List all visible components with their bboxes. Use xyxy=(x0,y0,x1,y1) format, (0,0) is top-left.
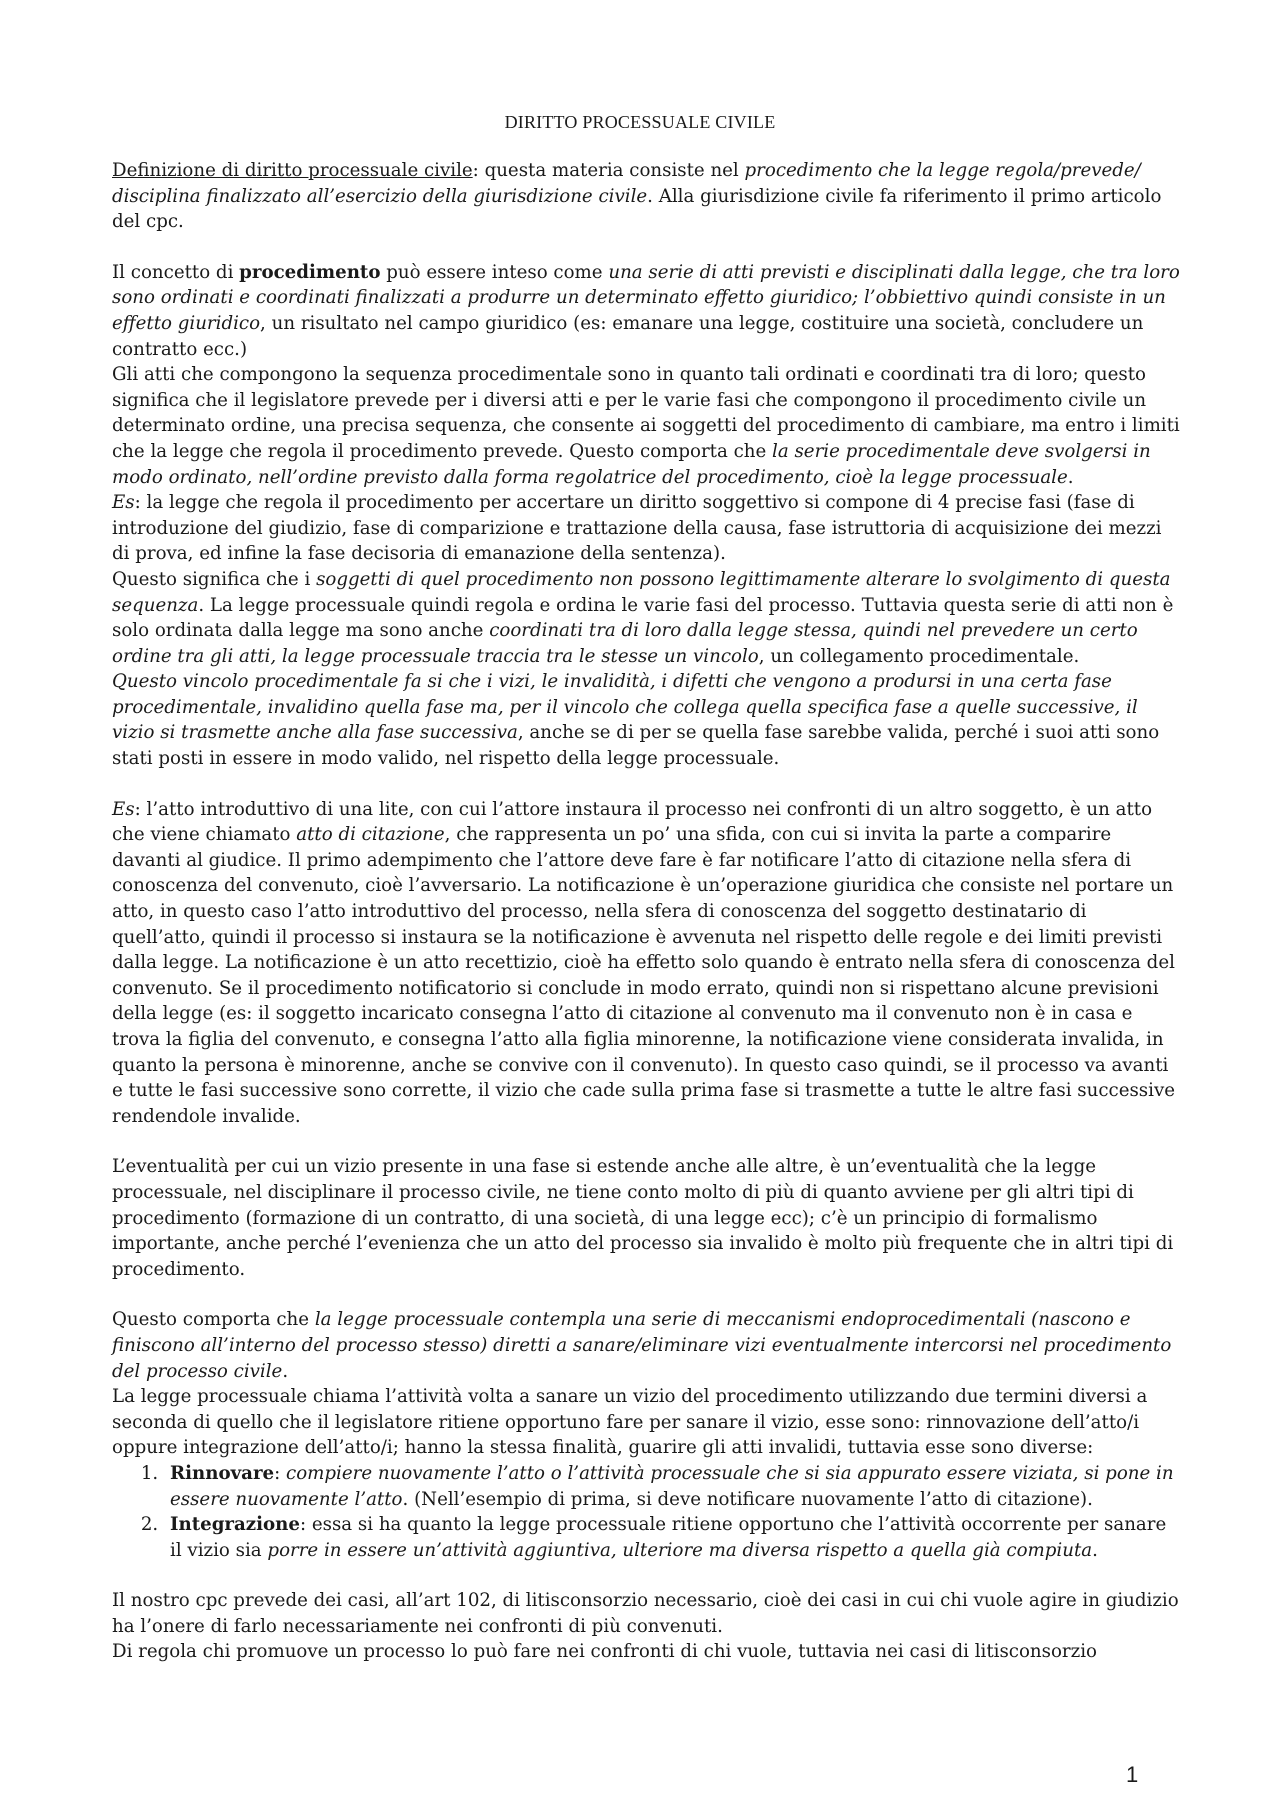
meccanismi-paragraph: Questo comporta che la legge processuale contempla una serie di meccanismi endoprocedimentali (nascono e finiscono all’interno del processo stesso) diretti a sanare/eliminare vizi eventualmente intercorsi nel procedimento del processo civile. xyxy=(112,1309,1172,1382)
definition-paragraph: Definizione di diritto processuale civile: questa materia consiste nel procedimento che la legge regola/prevede/ disciplina finalizzato all’esercizio della giurisdizione civile. Alla giurisdizione civile fa riferimento il primo articolo del cpc. xyxy=(112,160,1162,233)
sequence-paragraph: Gli atti che compongono la sequenza procedimentale sono in quanto tali ordinati e coordinati tra di loro; questo significa che il legislatore prevede per i diversi atti e per le varie fasi che compongono il procedimento civile un determinato ordine, una precisa sequenza, che consente ai soggetti del procedimento di cambiare, ma entro i limiti che la legge che regola il procedimento prevede. Questo comporta che la serie procedimentale deve svolgersi in modo ordinato, nell’ordine previsto dalla forma regolatrice del procedimento, cioè la legge processuale. xyxy=(112,364,1180,488)
document-title: DIRITTO PROCESSUALE CIVILE xyxy=(504,112,776,132)
attivita-paragraph: La legge processuale chiama l’attività volta a sanare un vizio del procedimento utilizzando due termini diversi a seconda di quello che il legislatore ritiene opportuno fare per sanare il vizio, esse sono: rinnovazione dell’atto/i oppure integrazione dell’atto/i; hanno la stessa finalità, guarire gli atti invalidi, tuttavia esse sono diverse: xyxy=(112,1386,1148,1459)
vincolo-paragraph: Questo vincolo procedimentale fa si che i vizi, le invalidità, i difetti che vengono a prodursi in una certa fase procedimentale, invalidino quella fase ma, per il vincolo che collega quella specifica fase a quelle successive, il vizio si trasmette anche alla fase successiva, anche se di per se quella fase sarebbe valida, perché i suoi atti sono stati posti in essere in modo valido, nel rispetto della legge processuale. xyxy=(112,671,1160,770)
list-item: 1. Rinnovare: compiere nuovamente l’atto o l’attività processuale che si sia appurato essere viziata, si pone in essere nuovamente l’atto. (Nell’esempio di prima, si deve notificare nuovamente l’atto di citazione). xyxy=(164,1461,1182,1512)
meaning-paragraph: Questo significa che i soggetti di quel procedimento non possono legittimamente alterare lo svolgimento di questa sequenza. La legge processuale quindi regola e ordina le varie fasi del processo. Tuttavia questa serie di atti non è solo ordinata dalla legge ma sono anche coordinati tra di loro dalla legge stessa, quindi nel prevedere un certo ordine tra gli atti, la legge processuale traccia tra le stesse un vincolo, un collegamento procedimentale. xyxy=(112,568,1174,667)
list-item: 2. Integrazione: essa si ha quanto la legge processuale ritiene opportuno che l’attività occorrente per sanare il vizio sia porre in essere un’attività aggiuntiva, ulteriore ma diversa rispetto a quella già compiuta. xyxy=(164,1512,1182,1563)
definition-label: Definizione di diritto processuale civile xyxy=(112,160,473,181)
example-phases-paragraph: Es: la legge che regola il procedimento per accertare un diritto soggettivo si compone di 4 precise fasi (fase di introduzione del giudizio, fase di comparizione e trattazione della causa, fase istruttoria di acquisizione dei mezzi di prova, ed infine la fase decisoria di emanazione della sentenza). xyxy=(112,492,1162,565)
procedimento-paragraph: Il concetto di procedimento può essere inteso come una serie di atti previsti e disciplinati dalla legge, che tra loro sono ordinati e coordinati finalizzati a produrre un determinato effetto giuridico; l’obbiettivo quindi consiste in un effetto giuridico, un risultato nel campo giuridico (es: emanare una legge, costituire una società, concludere un contratto ecc.) xyxy=(112,261,1180,360)
remedies-list xyxy=(112,1461,1182,1563)
procedimento-term: procedimento xyxy=(239,261,381,283)
eventualita-paragraph: L’eventualità per cui un vizio presente in una fase si estende anche alle altre, è un’eventualità che la legge processuale, nel disciplinare il processo civile, ne tiene conto molto di più di quanto avviene per gli altri tipi di procedimento (formazione di un contratto, di una società, di una legge ecc); c’è un principio di formalismo importante, anche perché l’evenienza che un atto del processo sia invalido è molto più frequente che in altri tipi di procedimento. xyxy=(112,1156,1174,1280)
page-number: 1 xyxy=(1126,1762,1139,1787)
example-citazione-paragraph: Es: l’atto introduttivo di una lite, con cui l’attore instaura il processo nei confronti di un altro soggetto, è un atto che viene chiamato atto di citazione, che rappresenta un po’ una sfida, con cui si invita la parte a comparire davanti al giudice. Il primo adempimento che l’attore deve fare è far notificare l’atto di citazione nella sfera di conoscenza del convenuto, cioè l’avversario. La notificazione è un’operazione giuridica che consiste nel portare un atto, in questo caso l’atto introduttivo del processo, nella sfera di conoscenza del soggetto destinatario di quell’atto, quindi il processo si instaura se la notificazione è avvenuta nel rispetto delle regole e dei limiti previsti dalla legge. La notificazione è un atto recettizio, cioè ha effetto solo quando è entrato nella sfera di conoscenza del convenuto. Se il procedimento notificatorio si conclude in modo errato, quindi non si rispettano alcune previsioni della legge (es: il soggetto incaricato consegna l’atto di citazione al convenuto ma il convenuto non è in casa e trova la figlia del convenuto, e consegna l’atto alla figlia minorenne, la notificazione viene considerata invalida, in quanto la persona è minorenne, anche se convive con il convenuto). In questo caso quindi, se il processo va avanti e tutte le fasi successive sono corrette, il vizio che cade sulla prima fase si trasmette a tutte le altre fasi successive rendendole invalide. xyxy=(112,798,1175,1127)
litisconsorzio-paragraph: Il nostro cpc prevede dei casi, all’art 102, di litisconsorzio necessario, cioè dei casi in cui chi vuole agire in giudizio ha l’onere di farlo necessariamente nei confronti di più convenuti. xyxy=(112,1590,1179,1637)
document-body xyxy=(112,158,1182,1665)
regola-paragraph: Di regola chi promuove un processo lo può fare nei confronti di chi vuole, tuttavia nei casi di litisconsorzio xyxy=(112,1641,1097,1663)
